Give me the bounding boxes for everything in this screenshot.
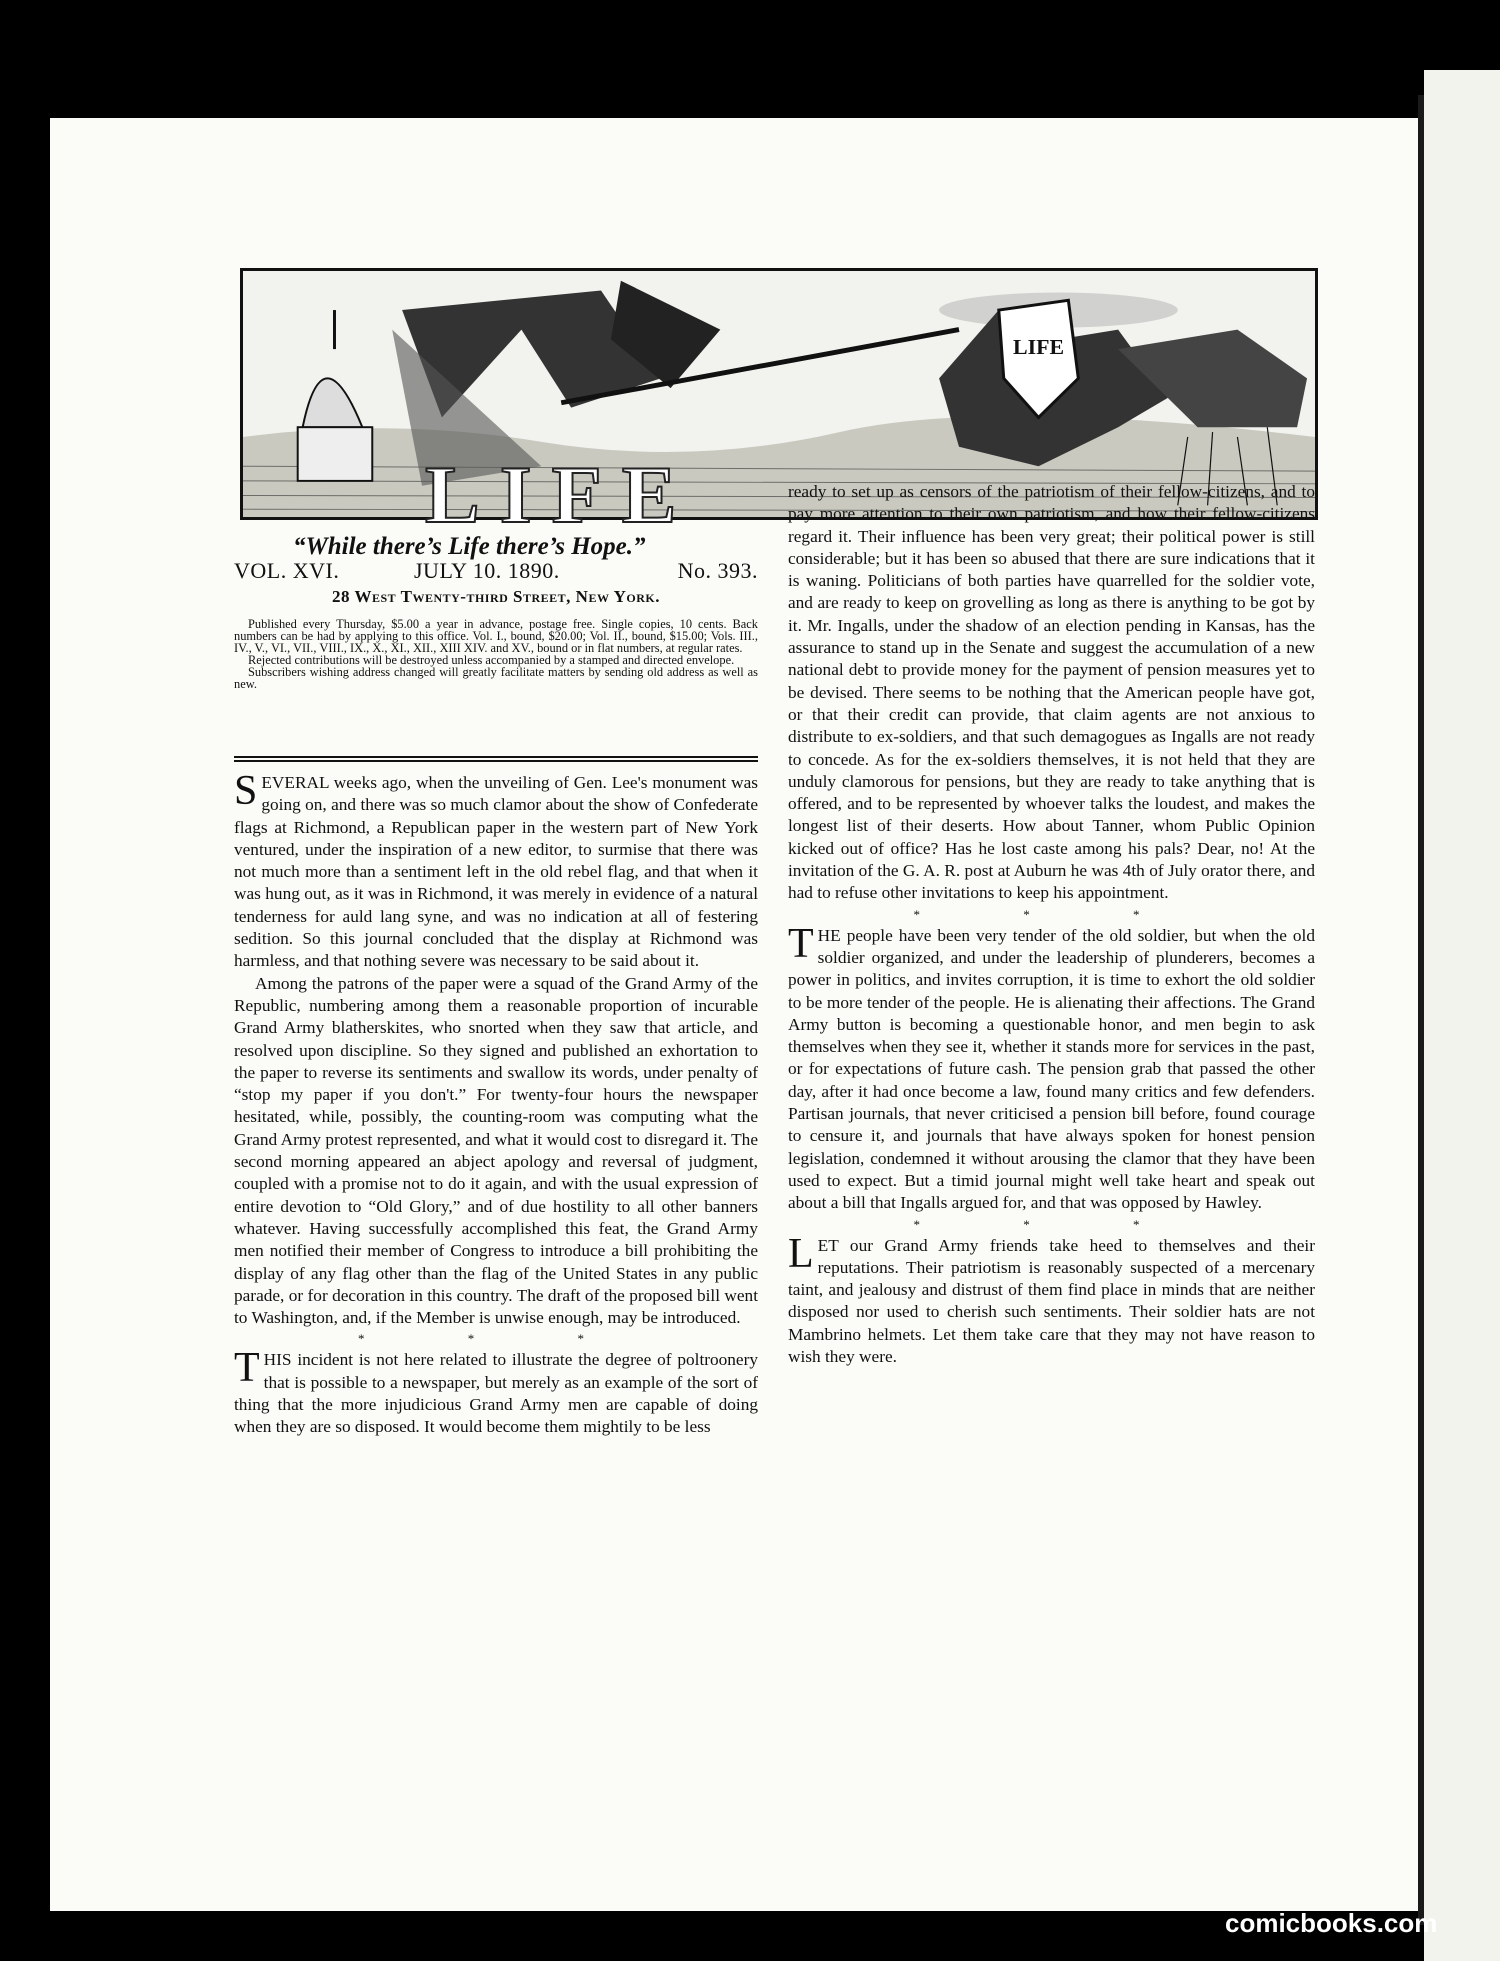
subscription-notice [234, 618, 758, 690]
editorial-right-column [788, 481, 1315, 1368]
issue-line [234, 558, 758, 588]
editorial-paragraph: Among the patrons of the paper were a squad of the Grand Army of the Republic, numbering among them a reasonable proportion of incurable Grand Army blatherskites, who snorted when they saw that article, and resolved upon discipline. So they signed and published an exhortation to the paper to reverse its sentiments and swallow its words, under penalty of “stop my paper if you don't.” For twenty-four hours the newspaper hesitated, while, possibly, the counting-room was computing what the Grand Army protest represented, and what it would cost to disregard it. The second morning appeared an abject apology and reversal of judgment, coupled with a promise not to do it again, and with the usual expression of entire devotion to “Old Glory,” and of due hostility to all other banners whatever. Having successfully accomplished this feat, the Grand Army men notified their member of Congress to introduce a bill prohibiting the display of any flag other than the flag of the United States in any public parade, or for decoration in this country. The draft of the proposed bill went to Washington, and, if the Member is unwise enough, may be introduced. [234, 973, 758, 1328]
section-separator: * * * [358, 1331, 634, 1347]
masthead-motto: “While there’s Life there’s Hope.” [293, 533, 646, 560]
publisher-address: 28 West Twenty-third Street, New York. [332, 587, 660, 606]
editorial-left-column [234, 768, 758, 1439]
editorial-paragraph: THE people have been very tender of the old soldier, but when the old soldier organized, and under the leadership of plunderers, becomes a power in politics, and invites corruption, it is time to exhort the old soldier to be more tender of the people. He is alienating their affections. The Grand Army button is becoming a questionable honor, and men begin to ask themselves when they see it, whether it stands more for services in the past, or for expectations of future cash. The pension grab that passed the other day, after it had once become a law, found many critics and few defenders. Partisan journals, that never criticised a pension bill before, found courage to censure it, and journals that have always spoken for honest pension legislation, condemned it without arousing the clamor that they have been used to expect. But a timid journal might well take heart and speak out about a bill that Ingalls argued for, and that was opposed by Hawley. [788, 920, 1315, 1213]
shield-lettering: LIFE [1013, 335, 1065, 359]
section-separator: * * * [913, 906, 1190, 922]
divider-rule-double [234, 760, 758, 762]
divider-rule [234, 756, 758, 758]
issue-number: No. 393. [677, 558, 758, 583]
volume-number: VOL. XVI. [234, 558, 340, 583]
site-watermark: comicbooks.com [1225, 1908, 1438, 1938]
notice-subscribers: Subscribers wishing address changed will greatly facilitate matters by sending old address as well as new. [234, 665, 758, 691]
drop-cap: S [234, 768, 258, 814]
editorial-paragraph: THIS incident is not here related to illustrate the degree of poltroonery that is possible to a newspaper, but merely as an example of the sort of thing that the more injudicious Grand Army men are capable of doing when they are so disposed. It would become them mightily to be less [234, 1345, 758, 1437]
editorial-paragraph: LET our Grand Army friends take heed to themselves and their reputations. Their patriotism is reasonably suspected of a mercenary taint, and jealousy and distrust of them find place in minds that are neither disposed nor used to cherish such sentiments. Their soldier hats are not Mambrino helmets. Let them take care that they may not have reason to wish they were. [788, 1230, 1315, 1366]
facing-page-edge [1424, 70, 1500, 1961]
drop-cap: T [234, 1345, 260, 1392]
editorial-paragraph: ready to set up as censors of the patriotism of their fellow-citizens, and to pay more attention to their own patriotism, and how their fellow-citizens regard it. Their influence has been very great; their political power is still considerable; but it has been so abused that there are sure indications that it is waning. Politicians of both parties have quarrelled for the soldier vote, and are ready to keep on grovelling as long as there is anything to be got by it. Mr. Ingalls, under the shadow of an election pending in Kansas, has the assurance to stand up in the Senate and suggest the accumulation of a new national debt to provide money for the payment of pension measures yet to be devised. There seems to be nothing that the American people have got, or that their credit can provide, that claim agents are not anxious to distribute to ex-soldiers, and that such demagogues as Ingalls are not ready to concede. As for the ex-soldiers themselves, it is not held that they are unduly clamorous for pensions, but they are ready to take anything that is offered, and to be represented by whoever talks the loudest, and makes the longest list of their deserts. How about Tanner, whom Public Opinion kicked out of office? Has he lost caste among his pals? Dear, no! At the invitation of the G. A. R. post at Auburn he was 4th of July orator there, and had to refuse other invitations to keep his appointment. [788, 482, 1315, 903]
drop-cap: T [788, 920, 814, 967]
notice-publication: Published every Thursday, $5.00 a year in advance, postage free. Single copies, 10 cents. Back numbers can be had by applying to this office. Vol. I., bound, $20.00; Vol. II., bound, $15.00; Vols. III., IV., V., VI., VII., VIII., IX., X., XI., XII., XIII XIV. and XV., bound or in flat numbers, at regular rates. [234, 617, 758, 655]
section-separator: * * * [913, 1216, 1190, 1232]
issue-date: JULY 10. 1890. [414, 558, 560, 583]
drop-cap: L [788, 1230, 814, 1277]
notice-contributions: Rejected contributions will be destroyed unless accompanied by a stamped and directed envelope. [248, 653, 735, 667]
masthead-logo: LIFE [425, 449, 697, 540]
editorial-paragraph: SEVERAL weeks ago, when the unveiling of Gen. Lee's monument was going on, and there was so much clamor about the show of Confederate flags at Richmond, a Republican paper in the western part of New York ventured, under the inspiration of a new editor, to surmise that there was not much more than a sentiment left in the old rebel flag, and that when it was hung out, as it was in Richmond, it was merely in evidence of a natural tenderness for auld lang syne, and was no indication at all of festering sedition. So this journal concluded that the display at Richmond was harmless, and that nothing severe was necessary to be said about it. [234, 768, 758, 971]
